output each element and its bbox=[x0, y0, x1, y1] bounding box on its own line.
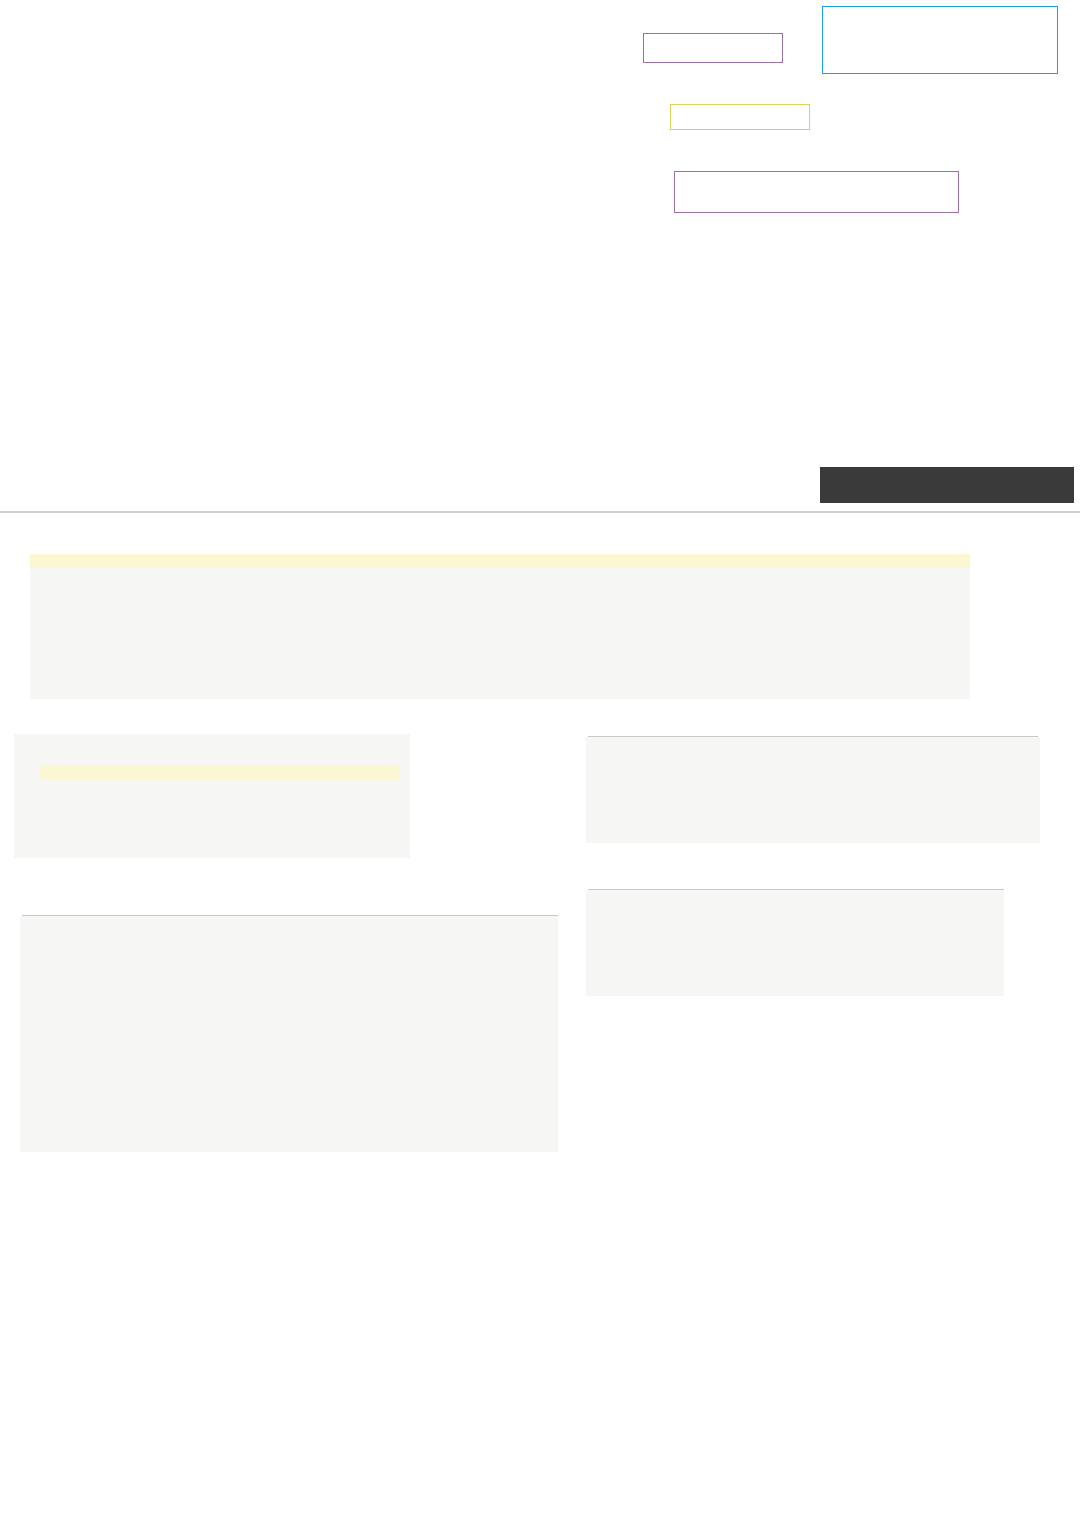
edge-code-bg bbox=[586, 890, 1004, 996]
star-code-bg bbox=[20, 916, 558, 1152]
regular-r-condition bbox=[674, 171, 959, 213]
polygon-highlight bbox=[40, 766, 400, 780]
main-logic-highlight bbox=[30, 554, 970, 568]
outer-point-label bbox=[670, 104, 810, 130]
inner-point-label bbox=[643, 33, 783, 63]
main-logic-code-bg bbox=[30, 554, 970, 699]
polygon-code-bg bbox=[14, 734, 410, 858]
star-geometry-diagram bbox=[0, 0, 1080, 510]
section-divider bbox=[0, 511, 1080, 513]
regular-star-formula bbox=[822, 6, 1058, 74]
cosine-code-bg bbox=[586, 737, 1040, 843]
author-signature bbox=[820, 467, 1074, 503]
